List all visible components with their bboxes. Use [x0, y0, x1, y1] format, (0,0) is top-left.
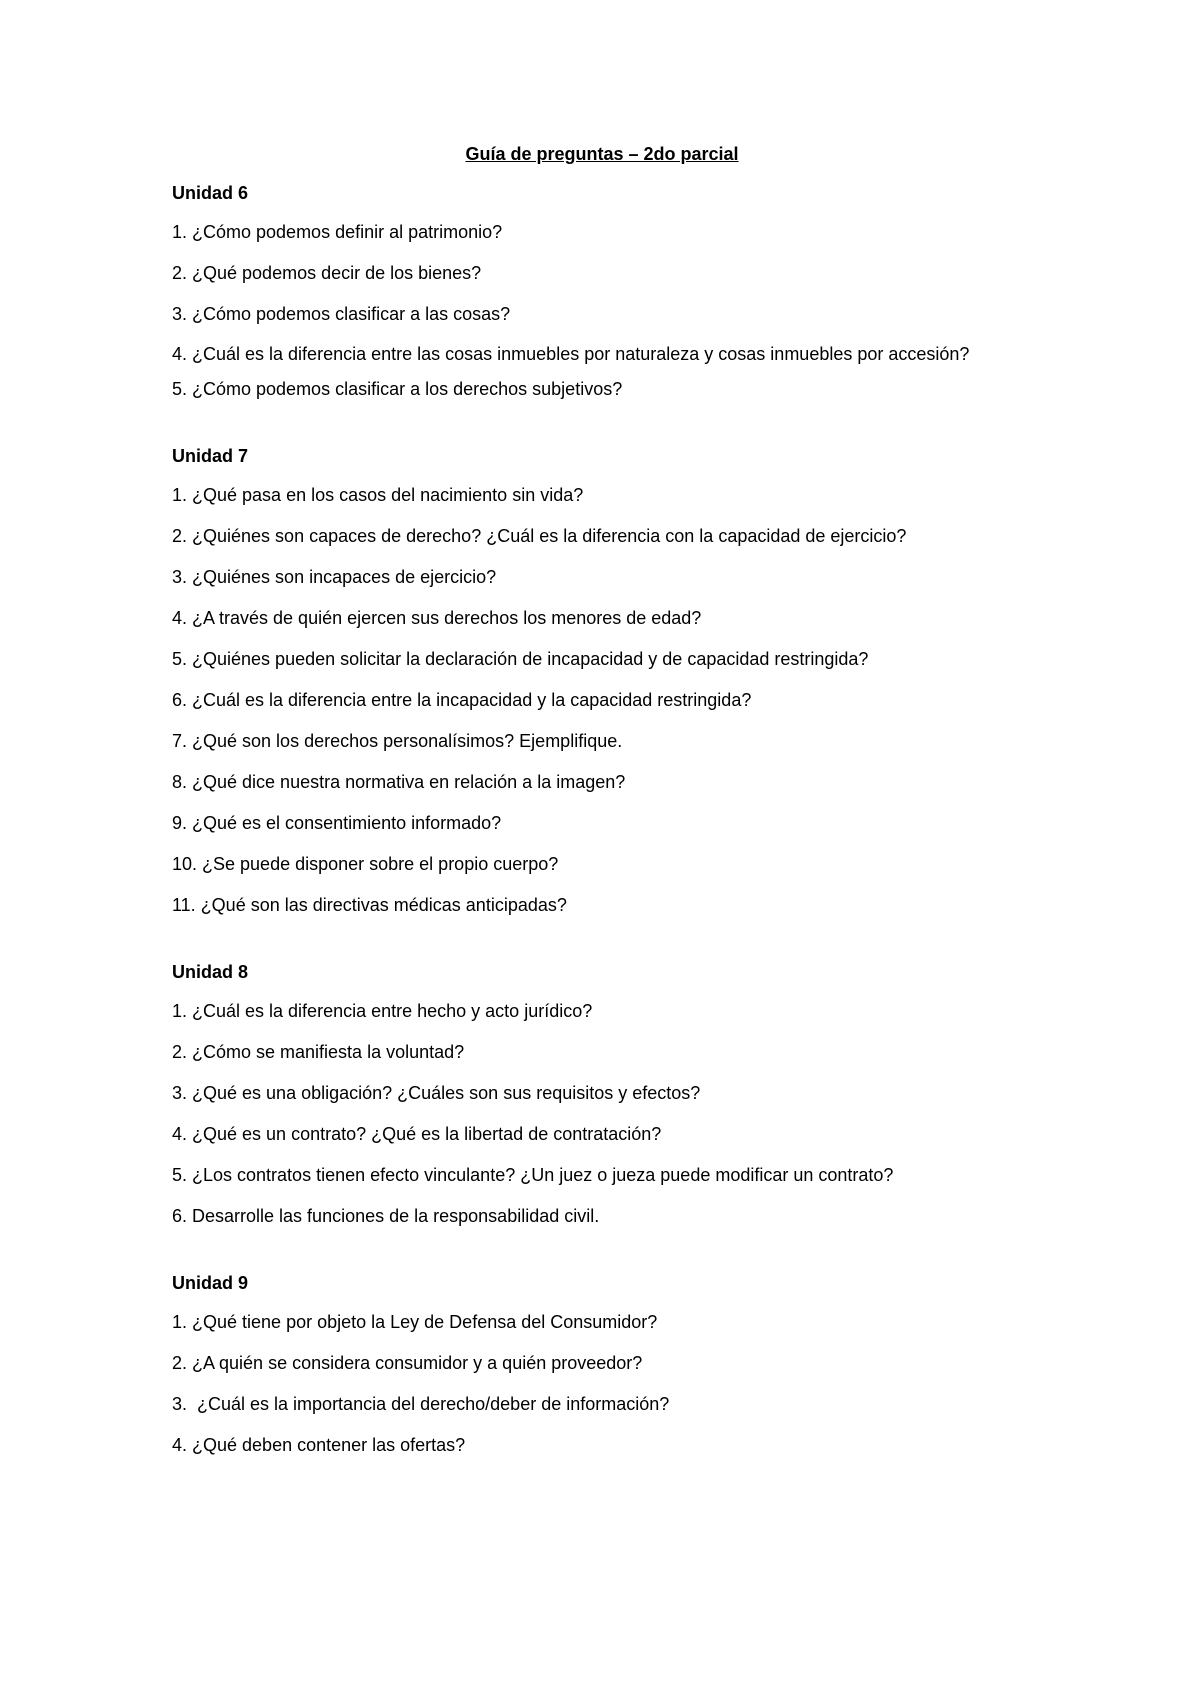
question-item: 7. ¿Qué son los derechos personalísimos? Ejemplifique. — [172, 731, 623, 751]
question-item: 4. ¿A través de quién ejercen sus derechos los menores de edad? — [172, 608, 702, 628]
question-item: 6. ¿Cuál es la diferencia entre la incapacidad y la capacidad restringida? — [172, 690, 752, 710]
question-item: 11. ¿Qué son las directivas médicas anticipadas? — [172, 895, 567, 915]
unit-6-section — [172, 180, 1032, 401]
question-item: 4. ¿Qué deben contener las ofertas? — [172, 1435, 466, 1455]
document-page — [172, 140, 1032, 1457]
question-item: 3. ¿Cómo podemos clasificar a las cosas? — [172, 304, 511, 324]
question-item: 2. ¿A quién se considera consumidor y a quién proveedor? — [172, 1353, 643, 1373]
question-item: 3. ¿Qué es una obligación? ¿Cuáles son sus requisitos y efectos? — [172, 1083, 701, 1103]
question-item: 1. ¿Cómo podemos definir al patrimonio? — [172, 222, 503, 242]
document-title: Guía de preguntas – 2do parcial — [465, 144, 739, 164]
question-item: 1. ¿Qué tiene por objeto la Ley de Defensa del Consumidor? — [172, 1312, 658, 1332]
question-item: 2. ¿Quiénes son capaces de derecho? ¿Cuál es la diferencia con la capacidad de ejercicio? — [172, 526, 907, 546]
question-item: 4. ¿Cuál es la diferencia entre las cosas inmuebles por naturaleza y cosas inmuebles por accesión? — [172, 344, 970, 364]
question-item: 4. ¿Qué es un contrato? ¿Qué es la libertad de contratación? — [172, 1124, 662, 1144]
question-item: 6. Desarrolle las funciones de la responsabilidad civil. — [172, 1206, 600, 1226]
question-item: 5. ¿Los contratos tienen efecto vinculante? ¿Un juez o jueza puede modificar un contrato? — [172, 1165, 894, 1185]
unit-heading: Unidad 6 — [172, 183, 249, 203]
question-item: 1. ¿Qué pasa en los casos del nacimiento sin vida? — [172, 485, 584, 505]
unit-8-section — [172, 959, 1032, 1228]
question-item: 5. ¿Cómo podemos clasificar a los derechos subjetivos? — [172, 379, 623, 399]
unit-7-section — [172, 443, 1032, 917]
question-item: 5. ¿Quiénes pueden solicitar la declaración de incapacidad y de capacidad restringida? — [172, 649, 869, 669]
question-item: 8. ¿Qué dice nuestra normativa en relación a la imagen? — [172, 772, 626, 792]
unit-heading: Unidad 9 — [172, 1273, 249, 1293]
unit-heading: Unidad 7 — [172, 446, 249, 466]
unit-9-section — [172, 1270, 1032, 1457]
question-item: 10. ¿Se puede disponer sobre el propio cuerpo? — [172, 854, 559, 874]
question-item: 3. ¿Cuál es la importancia del derecho/deber de información? — [172, 1394, 670, 1414]
question-item: 9. ¿Qué es el consentimiento informado? — [172, 813, 502, 833]
question-item: 2. ¿Qué podemos decir de los bienes? — [172, 263, 482, 283]
question-item: 2. ¿Cómo se manifiesta la voluntad? — [172, 1042, 465, 1062]
question-item: 3. ¿Quiénes son incapaces de ejercicio? — [172, 567, 497, 587]
unit-heading: Unidad 8 — [172, 962, 249, 982]
question-item: 1. ¿Cuál es la diferencia entre hecho y acto jurídico? — [172, 1001, 593, 1021]
